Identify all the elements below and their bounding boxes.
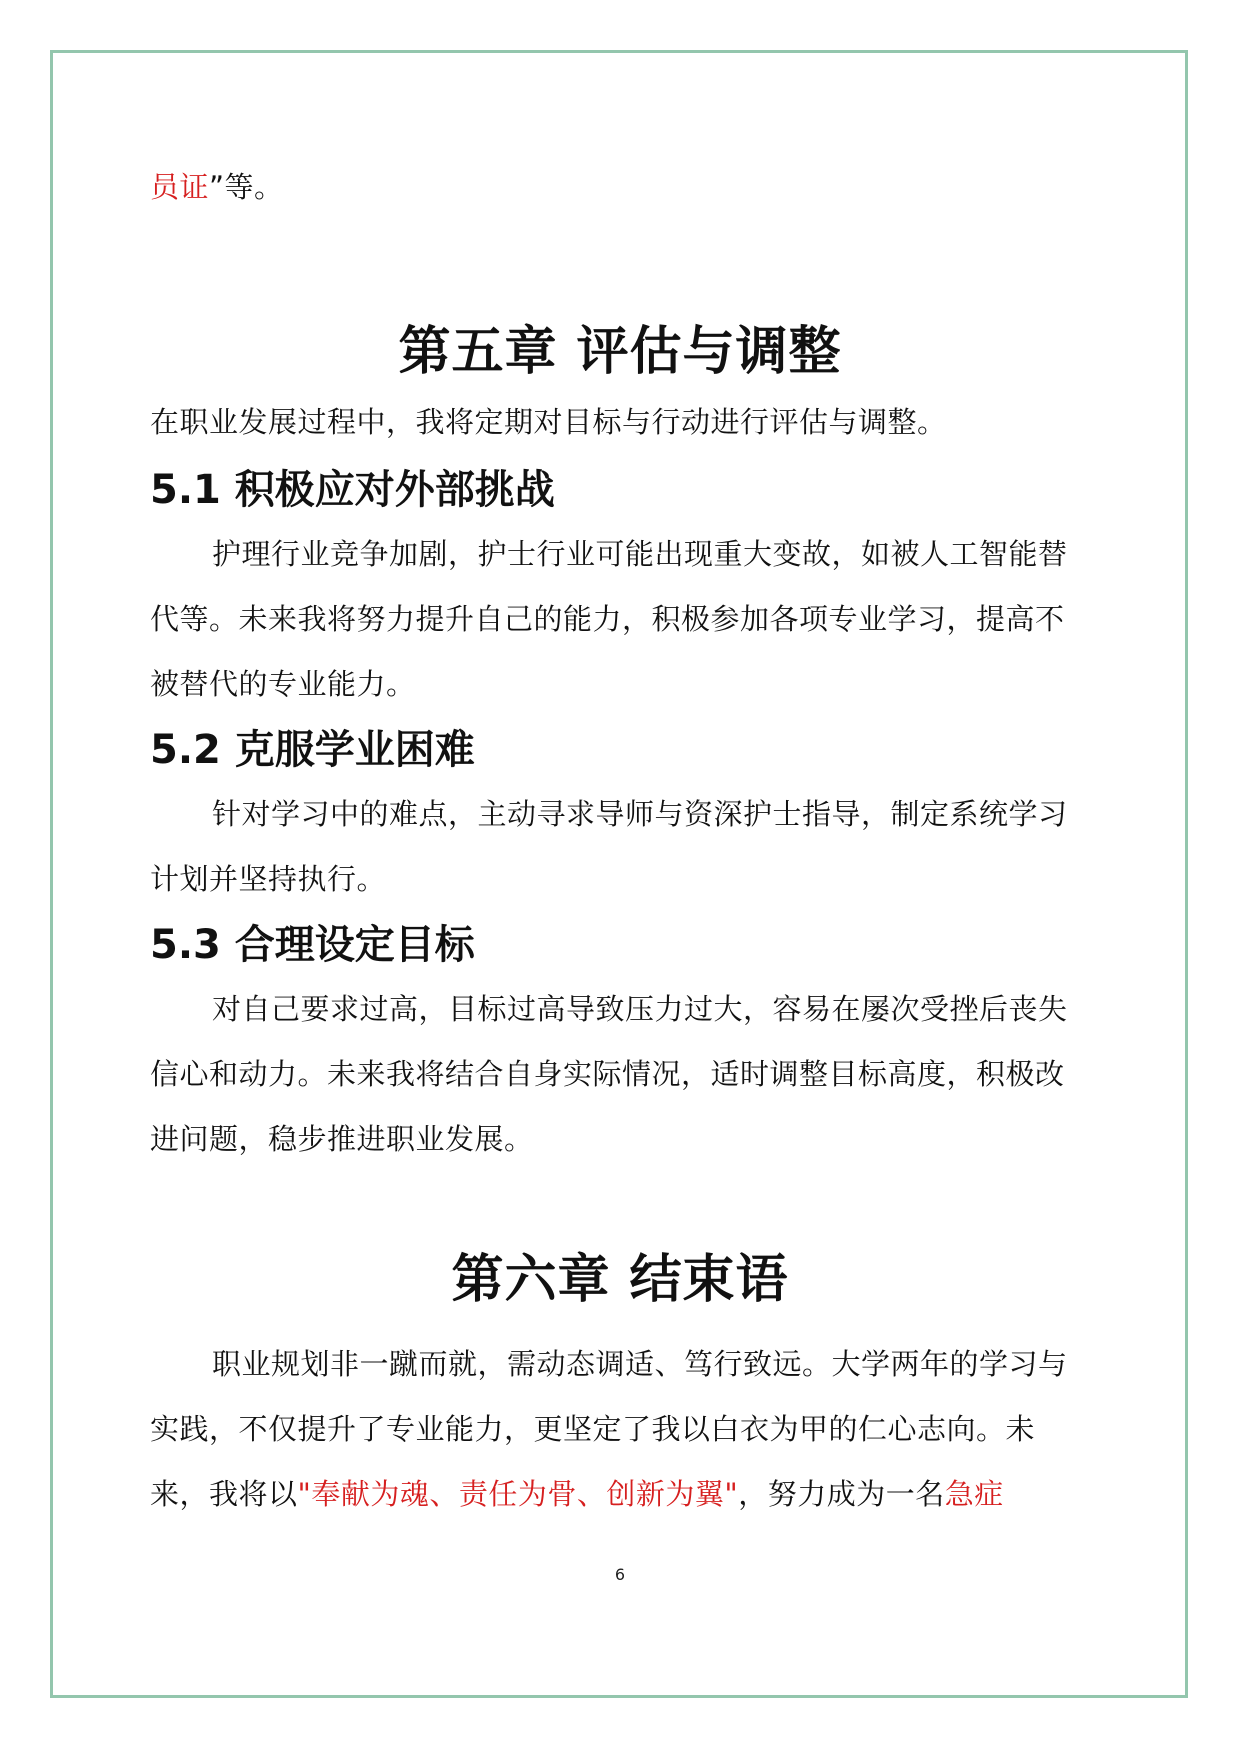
chapter-5-intro: 在职业发展过程中，我将定期对目标与行动进行评估与调整。 — [150, 405, 947, 439]
carry-over-paragraph — [150, 155, 1090, 220]
chapter-6-text — [150, 1332, 1090, 1527]
chapter-6-text-part2: ，努力成为一名 — [738, 1477, 945, 1511]
carry-over-tail: ”等。 — [209, 170, 284, 204]
chapter-6-title: 第六章 结束语 — [451, 1250, 789, 1310]
chapter-6-text-part1: 职业规划非一蹴而就，需动态调适、笃行致远。大学两年的学习与实践，不仅提升了专业能力，更坚定了我以白衣为甲的仁心志向。未来，我将以 — [150, 1347, 1068, 1511]
highlight-text: 员证 — [150, 170, 210, 204]
section-5-2-text: 针对学习中的难点，主动寻求导师与资深护士指导，制定系统学习计划并坚持执行。 — [150, 797, 1068, 896]
page-number: 6 — [614, 1565, 626, 1584]
section-5-1-text: 护理行业竞争加剧，护士行业可能出现重大变故，如被人工智能替代等。未来我将努力提升自己的能力，积极参加各项专业学习，提高不被替代的专业能力。 — [150, 537, 1068, 701]
emergency-highlight: 急症 — [944, 1477, 1004, 1511]
section-5-1-heading: 5.1 积极应对外部挑战 — [150, 467, 555, 513]
section-5-2-heading: 5.2 克服学业困难 — [150, 727, 475, 773]
motto-highlight: "奉献为魂、责任为骨、创新为翼" — [297, 1477, 739, 1511]
section-5-3-heading: 5.3 合理设定目标 — [150, 922, 475, 968]
chapter-5-title: 第五章 评估与调整 — [398, 322, 842, 382]
section-5-3-text: 对自己要求过高，目标过高导致压力过大，容易在屡次受挫后丧失信心和动力。未来我将结合自身实际情况，适时调整目标高度，积极改进问题，稳步推进职业发展。 — [150, 992, 1068, 1156]
